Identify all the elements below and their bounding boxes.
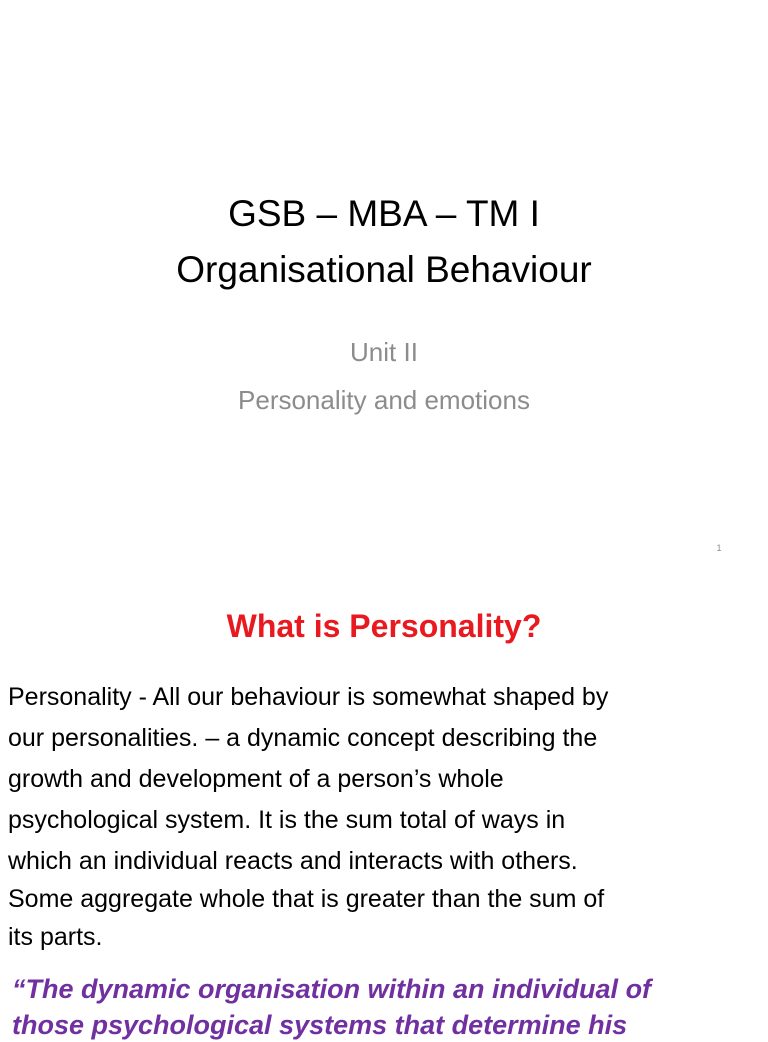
- body-text-line: growth and development of a person’s whole: [8, 765, 504, 793]
- body-text-line: its parts.: [8, 923, 103, 951]
- body-text-line: psychological system. It is the sum total of ways in: [8, 806, 566, 834]
- body-text-line: our personalities. – a dynamic concept describing the: [8, 724, 598, 752]
- body-text-line: which an individual reacts and interacts with others.: [8, 847, 578, 875]
- body-text-line: Some aggregate whole that is greater than the sum of: [8, 885, 605, 913]
- slide-subtitle-unit: Unit II: [350, 337, 418, 367]
- slide-title-course: GSB – MBA – TM I: [228, 193, 540, 234]
- slide-page-number: 1: [716, 543, 722, 553]
- personality-slide: [0, 576, 768, 1040]
- definition-quote-line: “The dynamic organisation within an individual of: [12, 974, 652, 1004]
- slide-title-subject: Organisational Behaviour: [176, 249, 592, 290]
- body-text-line: Personality - All our behaviour is somewhat shaped by: [8, 683, 609, 711]
- slide-subtitle-topic: Personality and emotions: [238, 385, 530, 415]
- definition-quote-line: those psychological systems that determine his: [12, 1010, 628, 1040]
- slide-heading: What is Personality?: [226, 608, 542, 644]
